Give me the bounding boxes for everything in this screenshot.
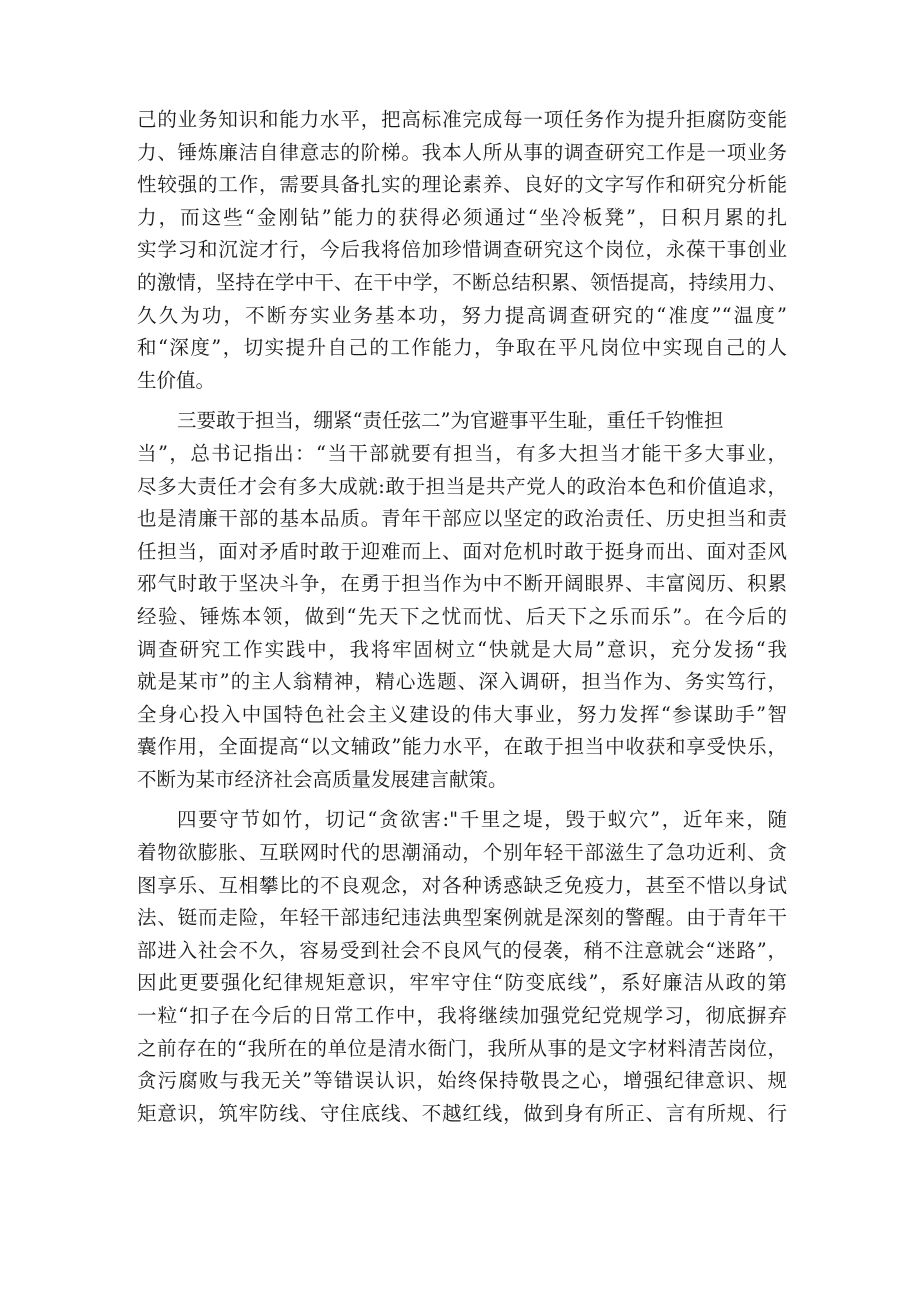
paragraph-2 bbox=[137, 405, 787, 796]
text-line: 的激情，坚持在学中干、在干中学，不断总结积累、领悟提高，持续用力、 bbox=[137, 270, 787, 294]
text-line: 力、锤炼廉洁自律意志的阶梯。我本人所从事的调查研究工作是一项业务 bbox=[137, 140, 787, 164]
text-line: 调查研究工作实践中，我将牢固树立“快就是大局”意识，充分发扬“我 bbox=[137, 637, 787, 661]
paragraph-spacer bbox=[137, 796, 787, 804]
text-line: 也是清廉干部的基本品质。青年干部应以坚定的政治责任、历史担当和责 bbox=[137, 507, 787, 531]
paragraph-3 bbox=[137, 804, 787, 1130]
text-line: 力，而这些“金刚钻”能力的获得必须通过“坐冷板凳”，日积月累的扎 bbox=[137, 205, 787, 229]
body-text bbox=[137, 104, 787, 1130]
text-line: 当”，总书记指出：“当干部就要有担当，有多大担当才能干多大事业， bbox=[137, 441, 787, 465]
text-line: 四要守节如竹，切记“贪欲害:"千里之堤，毁于蚁穴”，近年来，随 bbox=[177, 808, 787, 832]
text-line: 实学习和沉淀才行，今后我将倍加珍惜调查研究这个岗位，永葆干事创业 bbox=[137, 238, 787, 262]
text-line: 性较强的工作，需要具备扎实的理论素养、良好的文字写作和研究分析能 bbox=[137, 173, 787, 197]
text-line: 一粒“扣子在今后的日常工作中，我将继续加强党纪党规学习，彻底摒弃 bbox=[137, 1004, 787, 1028]
text-line: 任担当，面对矛盾时敢于迎难而上、面对危机时敢于挺身而出、面对歪风 bbox=[137, 539, 787, 563]
text-line: 久久为功，不断夯实业务基本功，努力提高调查研究的“准度”“温度” bbox=[137, 303, 787, 327]
text-line: 三要敢于担当，绷紧“责任弦二”为官避事平生耻，重任千钧惟担 bbox=[177, 409, 724, 433]
text-line: 之前存在的“我所在的单位是清水衙门，我所从事的是文字材料清苦岗位， bbox=[137, 1036, 787, 1060]
text-line: 尽多大责任才会有多大成就:敢于担当是共产党人的政治本色和价值追求， bbox=[137, 474, 787, 498]
text-line: 和“深度”，切实提升自己的工作能力，争取在平凡岗位中实现自己的人 bbox=[137, 336, 787, 360]
text-line: 部进入社会不久，容易受到社会不良风气的侵袭，稍不注意就会“迷路”， bbox=[137, 938, 787, 962]
text-line: 囊作用，全面提高“以文辅政”能力水平，在敢于担当中收获和享受快乐， bbox=[137, 735, 787, 759]
paragraph-1 bbox=[137, 104, 787, 397]
text-line: 不断为某市经济社会高质量发展建言献策。 bbox=[137, 767, 508, 791]
text-line: 生价值。 bbox=[137, 368, 216, 392]
text-line: 着物欲膨胀、互联网时代的思潮涌动，个别年轻干部滋生了急功近利、贪 bbox=[137, 841, 787, 865]
text-line: 全身心投入中国特色社会主义建设的伟大事业，努力发挥“参谋助手”智 bbox=[137, 702, 787, 726]
text-line: 经验、锤炼本领，做到“先天下之忧而忧、后天下之乐而乐”。在今后的 bbox=[137, 604, 787, 628]
paragraph-spacer bbox=[137, 397, 787, 405]
text-line: 矩意识，筑牢防线、守住底线、不越红线，做到身有所正、言有所规、行 bbox=[137, 1101, 787, 1125]
text-line: 图享乐、互相攀比的不良观念，对各种诱惑缺乏免疫力，甚至不惜以身试 bbox=[137, 873, 787, 897]
text-line: 法、铤而走险，年轻干部违纪违法典型案例就是深刻的警醒。由于青年干 bbox=[137, 906, 787, 930]
text-line: 己的业务知识和能力水平，把高标准完成每一项任务作为提升拒腐防变能 bbox=[137, 108, 787, 131]
text-line: 因此更要强化纪律规矩意识，牢牢守住“防变底线”，系好廉洁从政的第 bbox=[137, 971, 787, 995]
text-line: 就是某市”的主人翁精神，精心选题、深入调研，担当作为、务实笃行， bbox=[137, 670, 787, 694]
text-line: 贪污腐败与我无关”等错误认识，始终保持敬畏之心，增强纪律意识、规 bbox=[137, 1069, 787, 1093]
text-line: 邪气时敢于坚决斗争，在勇于担当作为中不断开阔眼界、丰富阅历、积累 bbox=[137, 572, 787, 596]
